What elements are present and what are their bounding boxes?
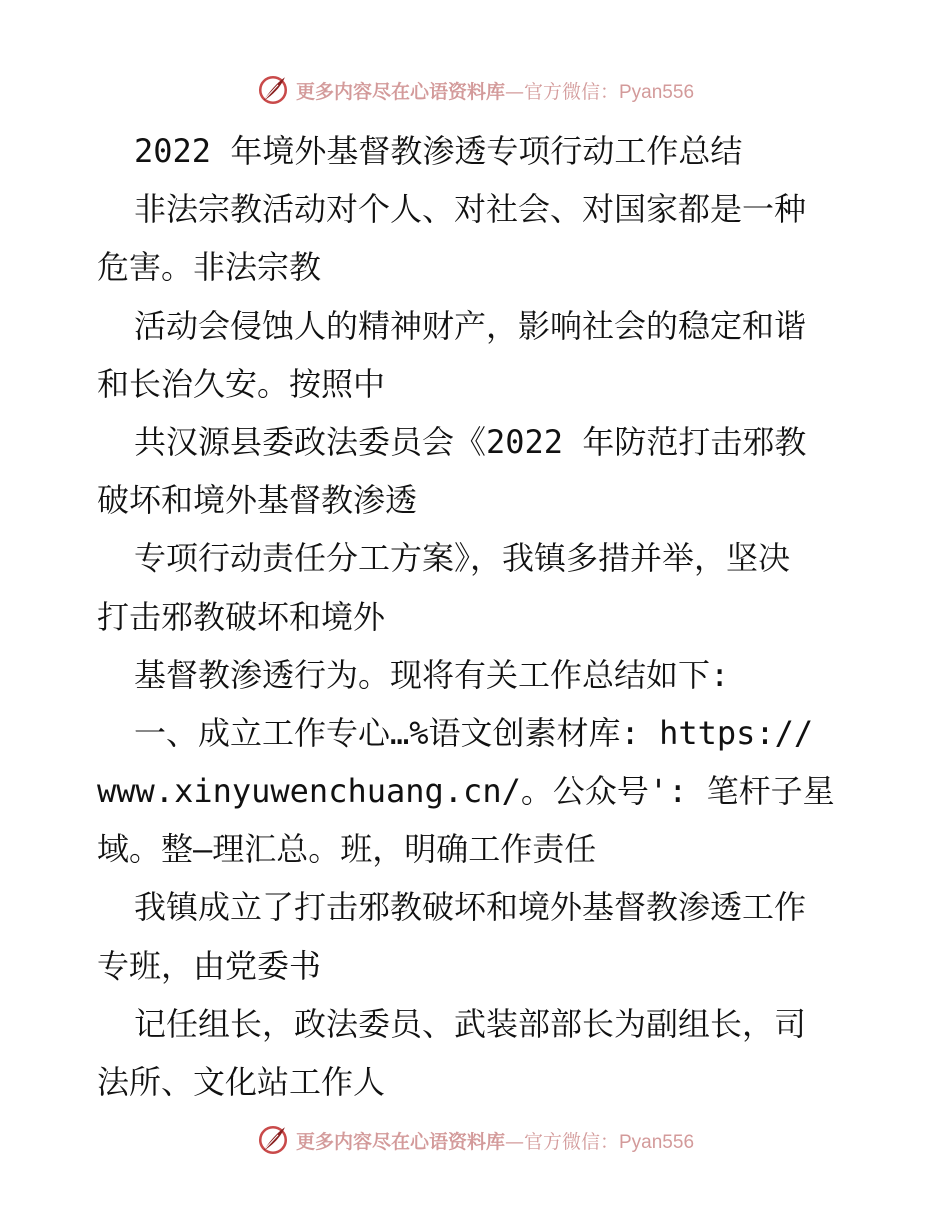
text-line: www.xinyuwenchuang.cn/。公众号': 笔杆子星 <box>97 772 835 811</box>
banner-site-name: 更多内容尽在心语资料库 <box>295 80 505 103</box>
banner-site-name: 更多内容尽在心语资料库 <box>295 1130 505 1153</box>
feather-pen-circle-icon <box>256 1123 290 1157</box>
text-line: 共汉源县委政法委员会《2022 年防范打击邪教 <box>134 422 807 461</box>
document-title: 2022 年境外基督教渗透专项行动工作总结 <box>134 132 743 170</box>
text-line: 和长治久安。按照中 <box>97 364 386 403</box>
banner-separator: — <box>504 1130 524 1153</box>
text-line: 活动会侵蚀人的精神财产，影响社会的稳定和谐 <box>134 306 807 345</box>
text-line: 危害。非法宗教 <box>97 248 322 287</box>
text-line: 打击邪教破坏和境外 <box>97 597 386 636</box>
feather-pen-circle-icon <box>256 73 290 107</box>
section-heading-line: 一、成立工作专心…%语文创素材库: https:// <box>134 713 814 752</box>
document-body <box>97 122 857 1111</box>
footer-watermark-banner <box>0 1120 950 1160</box>
text-line: 专项行动责任分工方案》，我镇多措并举，坚决 <box>134 539 791 578</box>
text-line: 非法宗教活动对个人、对社会、对国家都是一种 <box>134 190 807 229</box>
banner-separator: — <box>504 80 524 103</box>
text-line: 法所、文化站工作人 <box>97 1063 386 1101</box>
text-line: 我镇成立了打击邪教破坏和境外基督教渗透工作 <box>134 888 807 927</box>
banner-text <box>296 1127 694 1154</box>
header-watermark-banner <box>0 70 950 110</box>
banner-wechat-handle: Pyan556 <box>619 81 695 103</box>
text-line: 破坏和境外基督教渗透 <box>97 481 418 520</box>
text-line: 基督教渗透行为。现将有关工作总结如下: <box>134 655 730 694</box>
text-line: 专班，由党委书 <box>97 946 322 985</box>
text-line: 域。整—理汇总。班，明确工作责任 <box>97 830 597 869</box>
banner-wechat-handle: Pyan556 <box>619 1131 695 1153</box>
banner-wechat-label: 官方微信： <box>523 80 619 103</box>
banner-wechat-label: 官方微信： <box>523 1130 619 1153</box>
text-line: 记任组长，政法委员、武装部部长为副组长，司 <box>134 1004 807 1043</box>
banner-text <box>296 77 694 104</box>
